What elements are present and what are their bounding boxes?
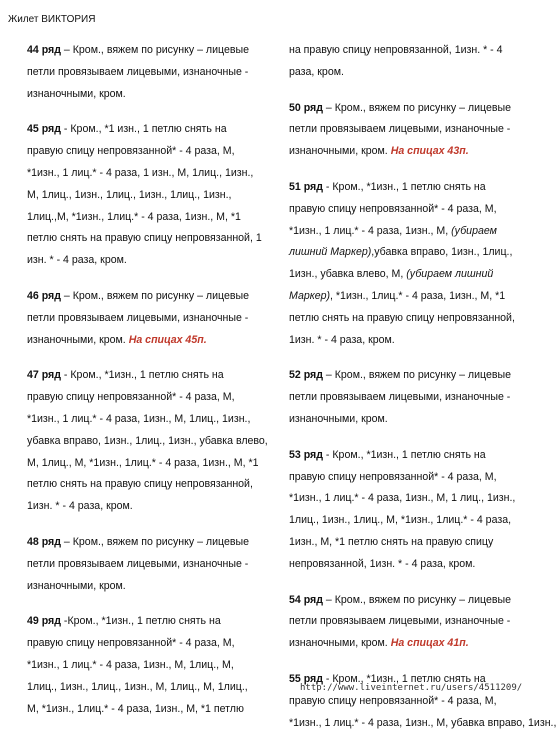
row-number: 45 ряд [27, 123, 61, 136]
instruction-line: изн. * - 4 раза, кром. [27, 254, 127, 267]
left-column [27, 40, 268, 734]
instruction-line: изнаночными, кром. [289, 412, 388, 425]
instruction-line: 48 ряд – Кром., вяжем по рисунку – лицевые [27, 535, 249, 548]
instruction-block [289, 365, 516, 430]
instruction-line: петли провязываем лицевыми, изнаночные - [27, 311, 249, 324]
row-number: 55 ряд [289, 672, 323, 685]
instruction-line: петлю снять на правую спицу непровязанной, [27, 478, 253, 491]
instruction-line: 1изн., М, *1 петлю снять на правую спицу [289, 535, 494, 548]
instruction-line: правую спицу непровязанной* - 4 раза, М, [27, 637, 235, 650]
instruction-block [289, 98, 516, 163]
row-number: 48 ряд [27, 535, 61, 548]
stitch-count: На спицах 43п. [390, 145, 469, 158]
instruction-block [289, 177, 516, 351]
instruction-line: *1изн., 1 лиц.* - 4 раза, 1изн., М, убавка вправо, 1изн., [289, 716, 556, 729]
instruction-line: 46 ряд – Кром., вяжем по рисунку – лицевые [27, 289, 249, 302]
instruction-line: правую спицу непровязанной* - 4 раза, М, [27, 145, 235, 158]
instruction-line: 1лиц.,М, *1изн., 1лиц.* - 4 раза, 1изн., М, *1 [27, 210, 241, 223]
instruction-line: петлю снять на правую спицу непровязанной, [289, 311, 515, 324]
instruction-line: изнаночными, кром. На спицах 43п. [289, 145, 469, 158]
right-column [289, 40, 556, 748]
instruction-line: *1изн., 1 лиц.* - 4 раза, 1 изн., М, 1лиц., 1изн., [27, 166, 254, 179]
row-number: 53 ряд [289, 448, 323, 461]
document-header: Жилет ВИКТОРИЯ [8, 14, 96, 25]
instruction-line: 47 ряд - Кром., *1изн., 1 петлю снять на [27, 369, 224, 382]
instruction-line: петли провязываем лицевыми, изнаночные - [289, 391, 511, 404]
instruction-line: М, *1изн., 1лиц.* - 4 раза, 1изн., М, *1 петлю [27, 702, 244, 715]
instruction-block [27, 532, 252, 597]
instruction-line: лишний Маркер),убавка вправо, 1изн., 1лиц., [289, 246, 513, 259]
instruction-line: 1лиц., 1изн., 1лиц., 1изн., М, 1лиц., М, 1лиц., [27, 680, 248, 693]
instruction-line: на правую спицу непровязанной, 1изн. * - 4 [289, 44, 503, 56]
row-number: 46 ряд [27, 289, 61, 302]
instruction-block [27, 286, 252, 351]
instruction-block [27, 611, 252, 720]
instruction-line: правую спицу непровязанной* - 4 раза, М, [289, 694, 497, 707]
instruction-block [289, 40, 516, 84]
instruction-block [27, 119, 262, 272]
instruction-line: изнаночными, кром. [27, 579, 126, 592]
instruction-line: петли провязываем лицевыми, изнаночные - [289, 123, 511, 136]
instruction-line: 45 ряд - Кром., *1 изн., 1 петлю снять на [27, 123, 227, 136]
instruction-line: непровязанной, 1изн. * - 4 раза, кром. [289, 557, 476, 570]
instruction-line: 54 ряд – Кром., вяжем по рисунку – лицевые [289, 593, 511, 606]
instruction-line: 49 ряд -Кром., *1изн., 1 петлю снять на [27, 615, 221, 628]
row-number: 49 ряд [27, 615, 61, 628]
instruction-line: изнаночными, кром. На спицах 45п. [27, 333, 207, 346]
instruction-block [27, 365, 268, 518]
row-number: 50 ряд [289, 101, 323, 114]
instruction-line: правую спицу непровязанной* - 4 раза, М, [289, 202, 497, 215]
instruction-line: петлю снять на правую спицу непровязанной, 1 [27, 232, 262, 245]
stitch-count: На спицах 41п. [390, 637, 469, 650]
instruction-line: М, 1лиц., 1изн., 1лиц., 1изн., 1лиц., 1изн., [27, 188, 232, 201]
instruction-line: 1изн., убавка влево, М, (убираем лишний [289, 268, 494, 281]
row-number: 52 ряд [289, 369, 323, 382]
instruction-line: 52 ряд – Кром., вяжем по рисунку – лицевые [289, 369, 511, 382]
instruction-line: *1изн., 1 лиц.* - 4 раза, 1изн., М, (убираем [289, 224, 497, 237]
instruction-line: изнаночными, кром. На спицах 41п. [289, 637, 469, 650]
instruction-line: раза, кром. [289, 65, 344, 78]
instruction-line: 55 ряд - Кром., *1изн., 1 петлю снять на [289, 672, 486, 685]
instruction-line: петли провязываем лицевыми, изнаночные - [27, 557, 249, 570]
row-number: 54 ряд [289, 593, 323, 606]
watermark-url: http://www.liveinternet.ru/users/4511209/ [300, 683, 523, 693]
instruction-line: *1изн., 1 лиц.* - 4 раза, 1изн., М, 1 лиц., 1изн., [289, 492, 516, 505]
stitch-count: На спицах 45п. [128, 333, 207, 346]
instruction-line: М, 1лиц., М, *1изн., 1лиц.* - 4 раза, 1изн., М, *1 [27, 456, 259, 469]
row-number: 51 ряд [289, 180, 323, 193]
row-number: 47 ряд [27, 369, 61, 382]
instruction-block [27, 40, 252, 105]
instruction-block [289, 445, 516, 576]
instruction-line: 44 ряд – Кром., вяжем по рисунку – лицевые [27, 44, 249, 56]
instruction-line: 1изн. * - 4 раза, кром. [289, 333, 395, 346]
instruction-line: 1лиц., 1изн., 1лиц., М, *1изн., 1лиц.* - 4 раза, [289, 514, 512, 527]
instruction-line: петли провязываем лицевыми, изнаночные - [289, 615, 511, 628]
instruction-block [289, 669, 556, 734]
instruction-line: *1изн., 1 лиц.* - 4 раза, 1изн., М, 1лиц., М, [27, 658, 234, 671]
instruction-line: 53 ряд - Кром., *1изн., 1 петлю снять на [289, 448, 486, 461]
instruction-line: убавка вправо, 1изн., 1лиц., 1изн., убавка влево, [27, 434, 268, 447]
instruction-line: 1изн. * - 4 раза, кром. [27, 500, 133, 513]
instruction-line: Маркер), *1изн., 1лиц.* - 4 раза, 1изн., М, *1 [289, 289, 506, 302]
instruction-line: 50 ряд – Кром., вяжем по рисунку – лицевые [289, 101, 511, 114]
row-number: 44 ряд [27, 44, 61, 56]
instruction-line: изнаночными, кром. [27, 87, 126, 100]
instruction-line: петли провязываем лицевыми, изнаночные - [27, 65, 249, 78]
instruction-line: правую спицу непровязанной* - 4 раза, М, [289, 470, 497, 483]
instruction-block [289, 590, 516, 655]
instruction-line: 51 ряд - Кром., *1изн., 1 петлю снять на [289, 180, 486, 193]
instruction-line: правую спицу непровязанной* - 4 раза, М, [27, 391, 235, 404]
instruction-line: *1изн., 1 лиц.* - 4 раза, 1изн., М, 1лиц., 1изн., [27, 412, 251, 425]
